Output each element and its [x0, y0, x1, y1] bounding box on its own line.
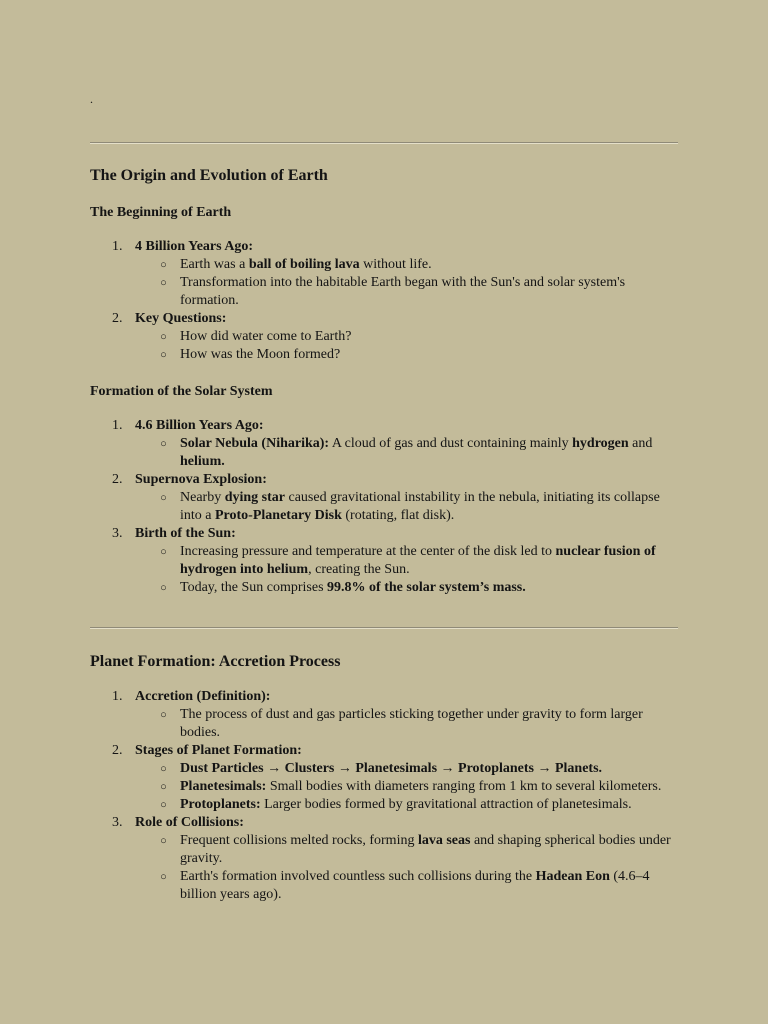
circle-bullet-icon: ○ — [160, 781, 167, 793]
sub-item: ○ How did water come to Earth? — [160, 329, 352, 344]
item-number: 1. — [112, 418, 123, 433]
subsection-heading: The Beginning of Earth — [90, 205, 232, 220]
section-title: Planet Formation: Accretion Process — [90, 653, 341, 670]
sub-item: ○ Increasing pressure and temperature at the center of the disk led to nuclear fusion of hydrogen into helium, creating the Sun. — [160, 544, 656, 577]
circle-bullet-icon: ○ — [160, 799, 167, 811]
sub-item: ○ Nearby dying star caused gravitational instability in the nebula, initiating its collapse into a Proto-Planetary Disk (rotating, flat disk). — [160, 490, 660, 523]
sub-list — [135, 832, 678, 904]
circle-bullet-icon: ○ — [160, 709, 167, 721]
sub-item: ○ Earth's formation involved countless such collisions during the Hadean Eon (4.6–4 billion years ago). — [160, 869, 650, 902]
item-title: Role of Collisions: — [135, 815, 244, 830]
item-number: 3. — [112, 815, 123, 830]
section-title: The Origin and Evolution of Earth — [90, 167, 328, 184]
sub-item: ○ Solar Nebula (Niharika): A cloud of gas and dust containing mainly hydrogen and helium. — [160, 436, 653, 469]
sub-item: ○ Today, the Sun comprises 99.8% of the solar system’s mass. — [160, 580, 526, 595]
stray-dot: . — [90, 92, 93, 106]
sub-list — [135, 489, 678, 525]
list-item — [90, 814, 678, 904]
sub-item: ○ Planetesimals: Small bodies with diameters ranging from 1 km to several kilometers. — [160, 779, 662, 794]
sub-list — [135, 706, 678, 742]
circle-bullet-icon: ○ — [160, 835, 167, 847]
section-divider — [90, 627, 678, 629]
item-title: Key Questions: — [135, 311, 227, 326]
subsection-heading: Formation of the Solar System — [90, 384, 273, 399]
list-item — [90, 742, 678, 814]
sub-item: ○ Transformation into the habitable Earth began with the Sun's and solar system's formation. — [160, 275, 626, 308]
numbered-list — [90, 238, 678, 364]
sub-item: ○ Frequent collisions melted rocks, forming lava seas and shaping spherical bodies under gravity. — [160, 833, 671, 866]
item-title: 4.6 Billion Years Ago: — [135, 418, 264, 433]
circle-bullet-icon: ○ — [160, 349, 167, 361]
item-number: 2. — [112, 472, 123, 487]
sub-item: ○ Protoplanets: Larger bodies formed by gravitational attraction of planetesimals. — [160, 797, 632, 812]
list-item — [90, 238, 678, 310]
sub-list — [135, 435, 678, 471]
circle-bullet-icon: ○ — [160, 277, 167, 289]
item-title: Supernova Explosion: — [135, 472, 267, 487]
item-number: 3. — [112, 526, 123, 541]
item-title: Birth of the Sun: — [135, 526, 236, 541]
sub-list — [135, 760, 678, 814]
list-item — [90, 471, 678, 525]
circle-bullet-icon: ○ — [160, 438, 167, 450]
circle-bullet-icon: ○ — [160, 871, 167, 883]
item-title: Accretion (Definition): — [135, 689, 271, 704]
item-title: 4 Billion Years Ago: — [135, 239, 254, 254]
sub-item: ○ The process of dust and gas particles sticking together under gravity to form larger bodies. — [160, 707, 643, 740]
sub-item: ○ Dust Particles → Clusters → Planetesimals → Protoplanets → Planets. — [160, 761, 603, 776]
list-item — [90, 417, 678, 471]
item-number: 2. — [112, 743, 123, 758]
numbered-list — [90, 688, 678, 904]
item-number: 1. — [112, 689, 123, 704]
circle-bullet-icon: ○ — [160, 546, 167, 558]
sub-list — [135, 543, 678, 597]
item-number: 1. — [112, 239, 123, 254]
numbered-list — [90, 417, 678, 597]
sub-item: ○ How was the Moon formed? — [160, 347, 341, 362]
section-divider — [90, 142, 678, 144]
sub-list — [135, 328, 678, 364]
list-item — [90, 688, 678, 742]
sub-list — [135, 256, 678, 310]
circle-bullet-icon: ○ — [160, 763, 167, 775]
circle-bullet-icon: ○ — [160, 582, 167, 594]
circle-bullet-icon: ○ — [160, 331, 167, 343]
circle-bullet-icon: ○ — [160, 492, 167, 504]
item-title: Stages of Planet Formation: — [135, 743, 302, 758]
list-item — [90, 525, 678, 597]
item-number: 2. — [112, 311, 123, 326]
circle-bullet-icon: ○ — [160, 259, 167, 271]
list-item — [90, 310, 678, 364]
sub-item: ○ Earth was a ball of boiling lava without life. — [160, 257, 432, 272]
